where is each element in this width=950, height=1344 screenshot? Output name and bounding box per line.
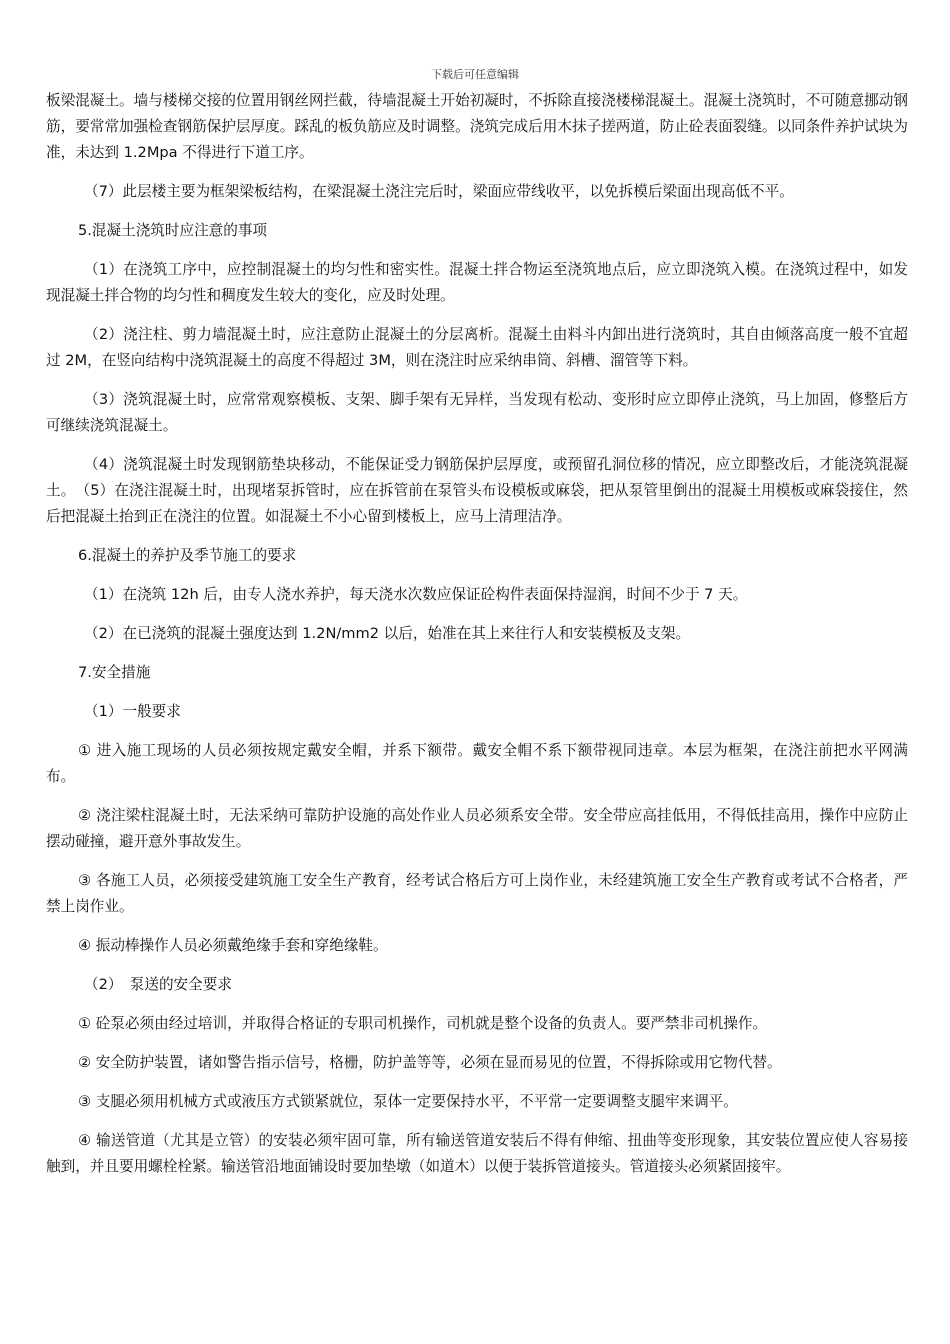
list-item: ② 浇注梁柱混凝土时，无法采纳可靠防护设施的高处作业人员必须系安全带。安全带应高挂低用，不得低挂高用，操作中应防止摆动碰撞，避开意外事故发生。 xyxy=(46,807,908,850)
subsection-heading: （1）一般要求 xyxy=(84,703,181,720)
subsection-heading: （2） 泵送的安全要求 xyxy=(84,976,232,993)
section-heading: 5.混凝土浇筑时应注意的事项 xyxy=(78,222,268,239)
paragraph: （3）浇筑混凝土时，应常常观察模板、支架、脚手架有无异样，当发现有松动、变形时应立即停止浇筑，马上加固，修整后方可继续浇筑混凝土。 xyxy=(46,391,908,434)
paragraph: 板梁混凝土。墙与楼梯交接的位置用钢丝网拦截，待墙混凝土开始初凝时，不拆除直接浇楼梯混凝土。混凝土浇筑时，不可随意挪动钢筋，要常常加强检查钢筋保护层厚度。踩乱的板负筋应及时调整。浇筑完成后用木抹子搓两道，防止砼表面裂缝。以同条件养护试块为准，未达到 1.2Mpa 不得进行下道工序。 xyxy=(46,92,908,161)
list-item: ③ 各施工人员，必须接受建筑施工安全生产教育，经考试合格后方可上岗作业，未经建筑施工安全生产教育或考试不合格者，严禁上岗作业。 xyxy=(46,872,908,915)
list-item: ④ 振动棒操作人员必须戴绝缘手套和穿绝缘鞋。 xyxy=(78,937,388,954)
paragraph: （2）浇注柱、剪力墙混凝土时，应注意防止混凝土的分层离析。混凝土由料斗内卸出进行浇筑时，其自由倾落高度一般不宜超过 2M，在竖向结构中浇筑混凝土的高度不得超过 3M，则在浇注时应采纳串筒、斜槽、溜管等下料。 xyxy=(46,326,908,369)
section-heading: 7.安全措施 xyxy=(78,664,151,681)
paragraph: （1）在浇筑 12h 后，由专人浇水养护，每天浇水次数应保证砼构件表面保持湿润，时间不少于 7 天。 xyxy=(84,586,748,603)
page-header: 下载后可任意编辑 xyxy=(431,68,519,81)
list-item: ④ 输送管道（尤其是立管）的安装必须牢固可靠，所有输送管道安装后不得有伸缩、扭曲等变形现象，其安装位置应使人容易接触到，并且要用螺栓栓紧。输送管沿地面铺设时要加垫墩（如道木）以便于装拆管道接头。管道接头必须紧固接牢。 xyxy=(46,1132,908,1175)
paragraph: （2）在已浇筑的混凝土强度达到 1.2N/mm2 以后，始准在其上来往行人和安装模板及支架。 xyxy=(84,625,691,642)
section-heading: 6.混凝土的养护及季节施工的要求 xyxy=(78,547,297,564)
list-item: ③ 支腿必须用机械方式或液压方式锁紧就位，泵体一定要保持水平，不平常一定要调整支腿牢来调平。 xyxy=(78,1093,738,1110)
paragraph: （7）此层楼主要为框架梁板结构，在梁混凝土浇注完后时，梁面应带线收平，以免拆模后梁面出现高低不平。 xyxy=(84,183,794,200)
list-item: ① 砼泵必须由经过培训，并取得合格证的专职司机操作，司机就是整个设备的负责人。要严禁非司机操作。 xyxy=(78,1015,768,1032)
list-item: ① 进入施工现场的人员必须按规定戴安全帽，并系下额带。戴安全帽不系下额带视同违章。本层为框架，在浇注前把水平网满布。 xyxy=(46,742,908,785)
list-item: ② 安全防护装置，诸如警告指示信号，格栅，防护盖等等，必须在显而易见的位置，不得拆除或用它物代替。 xyxy=(78,1054,782,1071)
paragraph: （1）在浇筑工序中，应控制混凝土的均匀性和密实性。混凝土拌合物运至浇筑地点后，应立即浇筑入模。在浇筑过程中，如发现混凝土拌合物的均匀性和稠度发生较大的变化，应及时处理。 xyxy=(46,261,908,304)
paragraph: （4）浇筑混凝土时发现钢筋垫块移动，不能保证受力钢筋保护层厚度，或预留孔洞位移的情况，应立即整改后，才能浇筑混凝土。 （5）在浇注混凝土时，出现堵泵拆管时，应在拆管前在泵管头布设模板或麻袋，把从泵管里倒出的混凝土用模板或麻袋接住，然后把混凝土抬到正在浇注的位置。如混凝土不小心留到楼板上，应马上清理洁净。 xyxy=(46,456,908,525)
document-body xyxy=(46,88,908,1180)
